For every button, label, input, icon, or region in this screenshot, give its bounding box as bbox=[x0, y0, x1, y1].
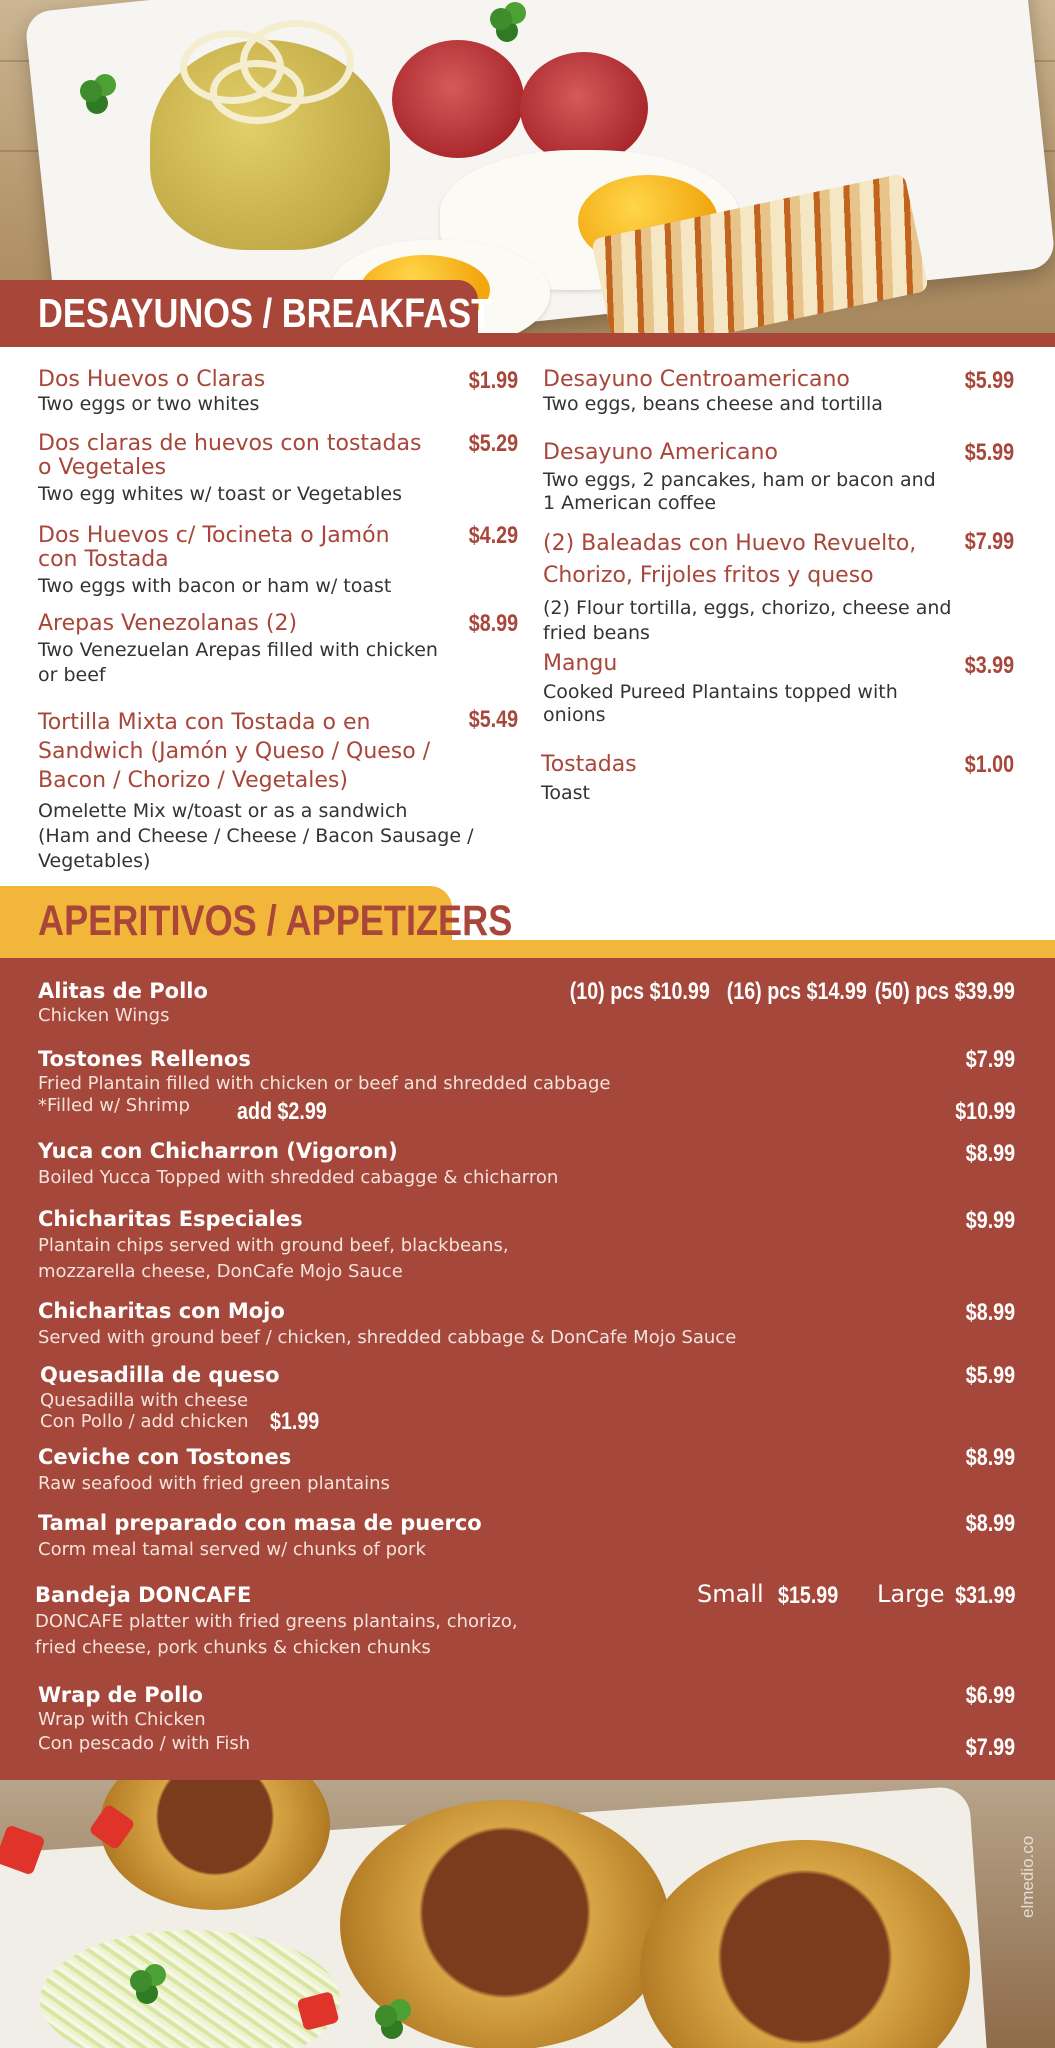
item-description: or beef bbox=[38, 664, 106, 686]
appetizers-section-title: APERITIVOS / APPETIZERS bbox=[38, 897, 513, 945]
item-price: $5.99 bbox=[964, 367, 1014, 394]
item-name: Yuca con Chicharron (Vigoron) bbox=[38, 1139, 398, 1163]
item-price: (10) pcs $10.99 bbox=[569, 978, 710, 1005]
item-description: fried cheese, pork chunks & chicken chunks bbox=[35, 1637, 431, 1658]
item-name: Wrap de Pollo bbox=[38, 1683, 203, 1707]
appetizer-item bbox=[38, 978, 208, 1028]
item-name: con Tostada bbox=[38, 547, 169, 572]
item-price: $7.99 bbox=[965, 1046, 1015, 1073]
item-description: Wrap with Chicken bbox=[38, 1709, 206, 1730]
item-description: (2) Flour tortilla, eggs, chorizo, cheese and bbox=[543, 597, 952, 619]
item-name: Chicharitas con Mojo bbox=[38, 1299, 285, 1323]
breakfast-item bbox=[543, 652, 963, 725]
breakfast-item bbox=[543, 528, 963, 646]
item-description: Two egg whites w/ toast or Vegetables bbox=[38, 483, 402, 505]
item-description: Plantain chips served with ground beef, blackbeans, bbox=[38, 1235, 509, 1256]
appetizer-item bbox=[35, 1582, 518, 1660]
size-label: Small bbox=[697, 1580, 764, 1608]
item-price: $8.99 bbox=[965, 1140, 1015, 1167]
appetizer-item bbox=[38, 1682, 250, 1756]
item-description: Two eggs, 2 pancakes, ham or bacon and bbox=[543, 469, 936, 491]
item-price: $5.29 bbox=[468, 430, 518, 457]
item-description: Cooked Pureed Plantains topped with bbox=[543, 681, 898, 703]
breakfast-item bbox=[543, 368, 963, 417]
item-description: 1 American coffee bbox=[543, 492, 717, 514]
item-description: Two eggs, beans cheese and tortilla bbox=[543, 393, 883, 415]
item-price: $5.99 bbox=[964, 439, 1014, 466]
item-add-price: add $2.99 bbox=[237, 1098, 327, 1125]
item-description: (Ham and Cheese / Cheese / Bacon Sausage / bbox=[38, 825, 474, 847]
item-name: Arepas Venezolanas (2) bbox=[38, 611, 298, 636]
watermark: elmedio.co bbox=[1018, 1835, 1037, 1918]
item-price: (16) pcs $14.99 bbox=[726, 978, 867, 1005]
item-price: $5.49 bbox=[468, 706, 518, 733]
appetizer-food-photo bbox=[0, 1780, 1055, 2048]
appetizer-item bbox=[40, 1362, 280, 1432]
item-description: Served with ground beef / chicken, shredded cabbage & DonCafe Mojo Sauce bbox=[38, 1327, 737, 1348]
item-name: Bacon / Chorizo / Vegetales) bbox=[38, 768, 348, 793]
item-price: $8.99 bbox=[468, 610, 518, 637]
item-description: onions bbox=[543, 704, 606, 726]
size-label: Large bbox=[877, 1580, 945, 1608]
item-price: $6.99 bbox=[965, 1682, 1015, 1709]
breakfast-item bbox=[38, 524, 508, 599]
item-price: $4.29 bbox=[468, 522, 518, 549]
breakfast-item bbox=[38, 432, 508, 507]
item-name: o Vegetales bbox=[38, 455, 167, 480]
item-description: fried beans bbox=[543, 622, 650, 644]
item-price: $8.99 bbox=[965, 1444, 1015, 1471]
item-description: Vegetables) bbox=[38, 850, 151, 872]
item-name: Bandeja DONCAFE bbox=[35, 1583, 252, 1607]
item-description: Con pescado / with Fish bbox=[38, 1733, 251, 1754]
item-description: Chicken Wings bbox=[38, 1005, 170, 1026]
item-description: Two eggs with bacon or ham w/ toast bbox=[38, 575, 392, 597]
item-description: Boiled Yucca Topped with shredded cabagge & chicharron bbox=[38, 1167, 559, 1188]
item-name: Mangu bbox=[543, 651, 618, 676]
appetizer-item bbox=[38, 1444, 390, 1496]
item-price: $3.99 bbox=[964, 652, 1014, 679]
item-price: $10.99 bbox=[954, 1098, 1015, 1125]
item-price: $8.99 bbox=[965, 1299, 1015, 1326]
item-price: $7.99 bbox=[965, 1734, 1015, 1761]
item-price: $1.00 bbox=[964, 751, 1014, 778]
item-name: Dos Huevos o Claras bbox=[38, 367, 266, 392]
item-price: $31.99 bbox=[954, 1582, 1015, 1609]
item-description: Corm meal tamal served w/ chunks of pork bbox=[38, 1539, 426, 1560]
item-description: Two Venezuelan Arepas filled with chicken bbox=[38, 639, 438, 661]
item-name: (2) Baleadas con Huevo Revuelto, bbox=[543, 531, 917, 556]
item-name: Ceviche con Tostones bbox=[38, 1445, 292, 1469]
item-price: $8.99 bbox=[965, 1510, 1015, 1537]
item-name: Quesadilla de queso bbox=[40, 1363, 280, 1387]
breakfast-item bbox=[38, 368, 508, 417]
appetizer-item bbox=[38, 1206, 509, 1284]
item-price: $1.99 bbox=[468, 367, 518, 394]
item-price: $5.99 bbox=[965, 1362, 1015, 1389]
breakfast-item bbox=[38, 612, 508, 688]
item-price: $9.99 bbox=[965, 1207, 1015, 1234]
item-description: DONCAFE platter with fried greens plantains, chorizo, bbox=[35, 1611, 518, 1632]
item-description: Raw seafood with fried green plantains bbox=[38, 1473, 390, 1494]
appetizer-item bbox=[38, 1510, 482, 1562]
item-price: $15.99 bbox=[778, 1582, 839, 1609]
item-name: Tostones Rellenos bbox=[38, 1047, 251, 1071]
item-name: Alitas de Pollo bbox=[38, 979, 208, 1003]
breakfast-section-title: DESAYUNOS / BREAKFAST bbox=[38, 290, 493, 336]
item-description: Quesadilla with cheese bbox=[40, 1390, 249, 1411]
item-description: Two eggs or two whites bbox=[38, 393, 260, 415]
item-price: $7.99 bbox=[964, 528, 1014, 555]
item-name: Sandwich (Jamón y Queso / Queso / bbox=[38, 739, 431, 764]
appetizer-item bbox=[38, 1138, 558, 1190]
item-description: Omelette Mix w/toast or as a sandwich bbox=[38, 800, 408, 822]
item-description: Toast bbox=[541, 782, 590, 804]
item-description: Con Pollo / add chicken bbox=[40, 1411, 249, 1432]
breakfast-item bbox=[38, 708, 508, 874]
item-description: mozzarella cheese, DonCafe Mojo Sauce bbox=[38, 1261, 403, 1282]
item-description: Fried Plantain filled with chicken or beef and shredded cabbage bbox=[38, 1073, 611, 1094]
item-name: Chorizo, Frijoles fritos y queso bbox=[543, 563, 874, 588]
item-name: Tamal preparado con masa de puerco bbox=[38, 1511, 482, 1535]
breakfast-item bbox=[541, 753, 961, 806]
item-name: Tostadas bbox=[541, 752, 637, 777]
item-name: Desayuno Centroamericano bbox=[543, 367, 850, 392]
item-description: *Filled w/ Shrimp bbox=[38, 1095, 190, 1116]
item-name: Tortilla Mixta con Tostada o en bbox=[38, 710, 371, 735]
item-name: Desayuno Americano bbox=[543, 440, 778, 465]
item-add-price: $1.99 bbox=[270, 1408, 320, 1435]
item-name: Dos claras de huevos con tostadas bbox=[38, 431, 422, 456]
appetizer-item bbox=[38, 1298, 736, 1350]
item-name: Chicharitas Especiales bbox=[38, 1207, 303, 1231]
breakfast-item bbox=[543, 441, 963, 513]
item-price: (50) pcs $39.99 bbox=[874, 978, 1015, 1005]
item-name: Dos Huevos c/ Tocineta o Jamón bbox=[38, 523, 390, 548]
